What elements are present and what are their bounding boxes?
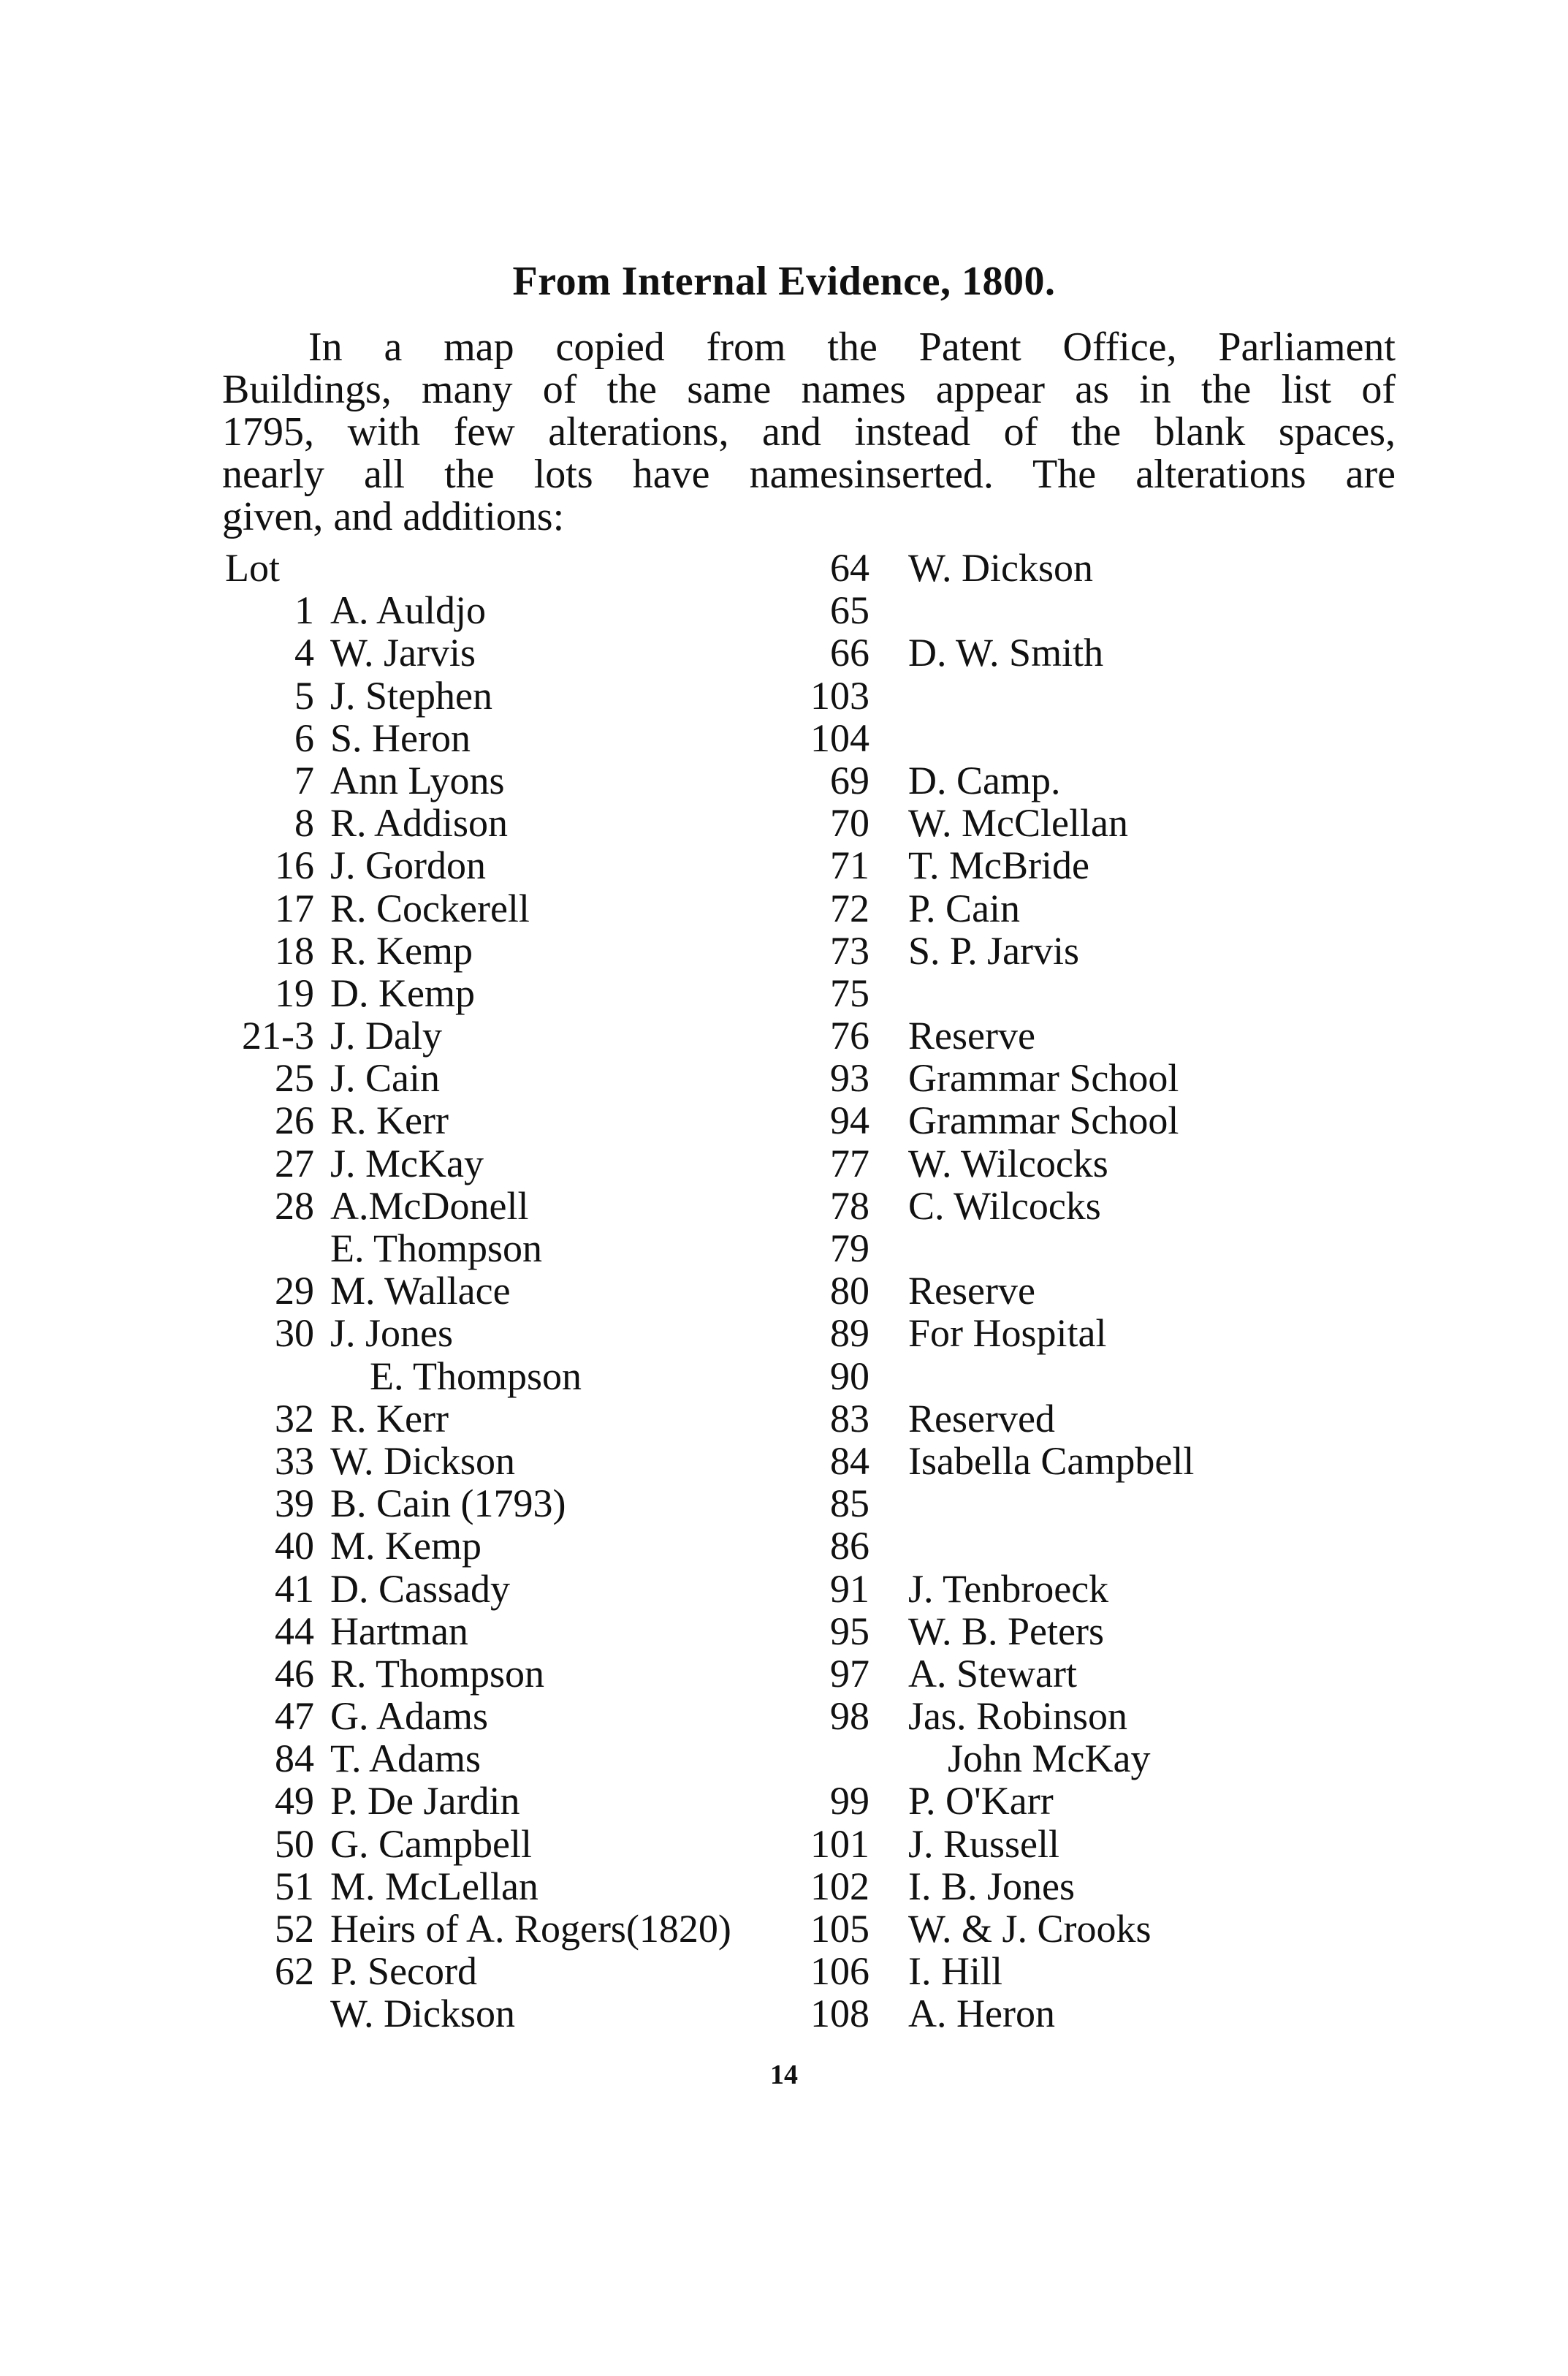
lot-owner-name: T. Adams (330, 1737, 481, 1781)
lot-owner-name: J. Gordon (330, 843, 486, 888)
lot-number: 95 (830, 1609, 869, 1653)
lot-owner-name: M. McLellan (330, 1864, 538, 1908)
lot-number: 91 (830, 1566, 869, 1611)
lot-number: 103 (810, 673, 869, 718)
lot-owner-name: A. Heron (908, 1992, 1055, 2036)
lot-owner-name: M. Wallace (330, 1269, 511, 1313)
lot-owner-name: S. P. Jarvis (908, 928, 1080, 973)
lot-number: 89 (830, 1311, 869, 1356)
lot-number: 78 (830, 1183, 869, 1228)
lot-number: 80 (830, 1269, 869, 1313)
lot-owner-name: Reserve (908, 1014, 1035, 1058)
paragraph-line: Buildings, many of the same names appear as in the list of (222, 367, 1396, 412)
lot-number: 85 (830, 1481, 869, 1526)
lot-entry-row (775, 1355, 1432, 1397)
lot-owner-name: A.McDonell (330, 1183, 529, 1228)
lot-entry-row (775, 675, 1432, 717)
lot-owner-name: G. Adams (330, 1694, 488, 1739)
lot-owner-name: W. Jarvis (330, 631, 476, 675)
page-number: 14 (770, 2060, 798, 2090)
lot-number: 98 (830, 1694, 869, 1739)
lot-number: 41 (275, 1566, 314, 1611)
lot-entry-row (775, 1227, 1432, 1269)
lot-number: 64 (830, 546, 869, 590)
lot-number: 19 (275, 971, 314, 1015)
lot-number: 106 (810, 1949, 869, 1994)
lot-entry-row (775, 1737, 1432, 1780)
lot-owner-name: J. McKay (330, 1141, 484, 1185)
lot-entry-row (775, 1610, 1432, 1652)
lot-owner-name: J. Cain (330, 1056, 441, 1101)
lot-number: 93 (830, 1056, 869, 1101)
lot-owner-name: A. Auldjo (330, 588, 487, 633)
lot-owner-name: C. Wilcocks (908, 1183, 1101, 1228)
lot-number: 18 (275, 928, 314, 973)
lot-number: 21-3 (242, 1014, 314, 1058)
lot-number: 102 (810, 1864, 869, 1908)
lot-entry-row (775, 1057, 1432, 1099)
lot-entry-row (775, 1695, 1432, 1737)
lot-entry-row (775, 1908, 1432, 1950)
lot-number: 46 (275, 1651, 314, 1696)
lot-owner-name: R. Cockerell (330, 886, 530, 930)
lot-owner-name: Heirs of A. Rogers(1820) (330, 1907, 731, 1951)
lot-owner-name: W. Dickson (330, 1992, 515, 2036)
lot-entry-row (775, 589, 1432, 631)
lot-owner-name: W. & J. Crooks (908, 1907, 1152, 1951)
lot-owner-name: J. Jones (330, 1311, 454, 1356)
lot-owner-name: E. Thompson (330, 1226, 543, 1270)
lot-number: 97 (830, 1651, 869, 1696)
lot-number: 62 (275, 1949, 314, 1994)
lot-number: 6 (294, 716, 314, 760)
lot-entry-row (775, 1950, 1432, 1992)
lot-entry-row (775, 1142, 1432, 1185)
lot-number: 104 (810, 716, 869, 760)
lot-number: 99 (830, 1779, 869, 1823)
lot-owner-name: R. Kerr (330, 1098, 449, 1143)
lot-number: 79 (830, 1226, 869, 1270)
lot-entry-row (775, 930, 1432, 972)
paragraph-line: In a map copied from the Patent Office, Parliament (308, 324, 1396, 370)
lot-entry-row (775, 1440, 1432, 1482)
lot-number: 70 (830, 801, 869, 846)
lot-owner-name: E. Thompson (370, 1354, 582, 1398)
lot-number: 44 (275, 1609, 314, 1653)
lot-number: 40 (275, 1524, 314, 1568)
lot-owner-name: D. W. Smith (908, 631, 1104, 675)
lot-number: 84 (830, 1438, 869, 1483)
lot-number: 39 (275, 1481, 314, 1526)
lot-entry-row (775, 972, 1432, 1014)
lot-entry-row (775, 1652, 1432, 1695)
lot-number: 105 (810, 1907, 869, 1951)
lot-owner-name: I. B. Jones (908, 1864, 1075, 1908)
lot-number: 71 (830, 843, 869, 888)
lot-number: 94 (830, 1098, 869, 1143)
lot-entry-row (775, 844, 1432, 887)
lot-number: 101 (810, 1821, 869, 1866)
paragraph-line: given, and additions: (222, 494, 565, 539)
lot-owner-name: A. Stewart (908, 1651, 1077, 1696)
lot-number: 7 (294, 758, 314, 802)
lot-owner-name: W. McClellan (908, 801, 1128, 846)
lot-entry-row (775, 1312, 1432, 1354)
lot-entry-row (775, 1780, 1432, 1822)
lot-number: 33 (275, 1438, 314, 1483)
lot-entry-row (775, 631, 1432, 674)
lot-owner-name: R. Kerr (330, 1396, 449, 1441)
lot-number: 69 (830, 758, 869, 802)
lot-owner-name: S. Heron (330, 716, 471, 760)
lot-number: 86 (830, 1524, 869, 1568)
lot-number: 4 (294, 631, 314, 675)
lot-entry-row (775, 887, 1432, 930)
lot-owner-name: P. De Jardin (330, 1779, 520, 1823)
lot-number: 83 (830, 1396, 869, 1441)
lot-owner-name: G. Campbell (330, 1821, 532, 1866)
lot-entry-row (775, 759, 1432, 802)
lot-number: 52 (275, 1907, 314, 1951)
lot-owner-name: Jas. Robinson (908, 1694, 1128, 1739)
lot-number: 30 (275, 1311, 314, 1356)
lot-owner-name: For Hospital (908, 1311, 1107, 1356)
page-heading: From Internal Evidence, 1800. (512, 259, 1056, 304)
lot-number: 16 (275, 843, 314, 888)
lot-entry-row (775, 1568, 1432, 1610)
lot-entry-row (775, 1525, 1432, 1567)
lot-number: 76 (830, 1014, 869, 1058)
lot-number: 5 (294, 673, 314, 718)
lot-entry-row (775, 1397, 1432, 1440)
lot-owner-name: P. Cain (908, 886, 1021, 930)
lot-owner-name: R. Addison (330, 801, 509, 846)
lot-entry-row (775, 1482, 1432, 1525)
lot-number: 51 (275, 1864, 314, 1908)
lot-entry-row (775, 1014, 1432, 1057)
lot-owner-name: Reserve (908, 1269, 1035, 1313)
lot-number: 66 (830, 631, 869, 675)
lot-number: 73 (830, 928, 869, 973)
lot-owner-name: W. Dickson (330, 1438, 515, 1483)
right-lot-column (775, 547, 1432, 2035)
lot-owner-name: John McKay (948, 1737, 1151, 1781)
lot-number: 65 (830, 588, 869, 633)
lot-number: 32 (275, 1396, 314, 1441)
lot-entry-row (775, 802, 1432, 844)
lot-owner-name: D. Cassady (330, 1566, 510, 1611)
lot-entry-row (775, 1865, 1432, 1908)
lot-entry-row (775, 717, 1432, 759)
paragraph-line: 1795, with few alterations, and instead of the blank spaces, (222, 409, 1396, 455)
lot-owner-name: Grammar School (908, 1098, 1179, 1143)
lot-owner-name: J. Tenbroeck (908, 1566, 1109, 1611)
lot-number: 27 (275, 1141, 314, 1185)
lot-owner-name: W. B. Peters (908, 1609, 1104, 1653)
lot-owner-name: Ann Lyons (330, 758, 505, 802)
lot-owner-name: P. O'Karr (908, 1779, 1054, 1823)
lot-owner-name: Hartman (330, 1609, 468, 1653)
lot-number: 47 (275, 1694, 314, 1739)
lot-owner-name: Grammar School (908, 1056, 1179, 1101)
lot-owner-name: D. Kemp (330, 971, 475, 1015)
lot-number: 17 (275, 886, 314, 930)
lot-number: 75 (830, 971, 869, 1015)
lot-owner-name: W. Dickson (908, 546, 1093, 590)
lot-number: 26 (275, 1098, 314, 1143)
paragraph-line: nearly all the lots have namesinserted. The alterations are (222, 452, 1396, 497)
lot-owner-name: P. Secord (330, 1949, 477, 1994)
lot-entry-row (775, 1992, 1432, 2035)
lot-number: 8 (294, 801, 314, 846)
lot-number: 77 (830, 1141, 869, 1185)
lot-owner-name: T. McBride (908, 843, 1089, 888)
lot-owner-name: R. Kemp (330, 928, 473, 973)
lot-owner-name: J. Russell (908, 1821, 1060, 1866)
lot-header-label: Lot (225, 546, 280, 590)
lot-owner-name: R. Thompson (330, 1651, 545, 1696)
lot-entry-row (775, 1823, 1432, 1865)
lot-owner-name: W. Wilcocks (908, 1141, 1108, 1185)
lot-number: 72 (830, 886, 869, 930)
lot-number: 84 (275, 1737, 314, 1781)
lot-number: 25 (275, 1056, 314, 1101)
lot-entry-row (775, 1099, 1432, 1142)
lot-number: 50 (275, 1821, 314, 1866)
lot-owner-name: Isabella Campbell (908, 1438, 1195, 1483)
lot-number: 1 (294, 588, 314, 633)
lot-entry-row (775, 1185, 1432, 1227)
lot-number: 49 (275, 1779, 314, 1823)
lot-entry-row (775, 547, 1432, 589)
lot-owner-name: B. Cain (1793) (330, 1481, 566, 1526)
lot-number: 90 (830, 1354, 869, 1398)
lot-owner-name: Reserved (908, 1396, 1055, 1441)
lot-owner-name: J. Daly (330, 1014, 442, 1058)
lot-number: 28 (275, 1183, 314, 1228)
lot-entry-row (775, 1269, 1432, 1312)
lot-owner-name: J. Stephen (330, 673, 492, 718)
lot-number: 29 (275, 1269, 314, 1313)
lot-number: 108 (810, 1992, 869, 2036)
lot-owner-name: D. Camp. (908, 758, 1061, 802)
intro-paragraph (222, 326, 1396, 538)
lot-owner-name: M. Kemp (330, 1524, 482, 1568)
lot-owner-name: I. Hill (908, 1949, 1002, 1994)
